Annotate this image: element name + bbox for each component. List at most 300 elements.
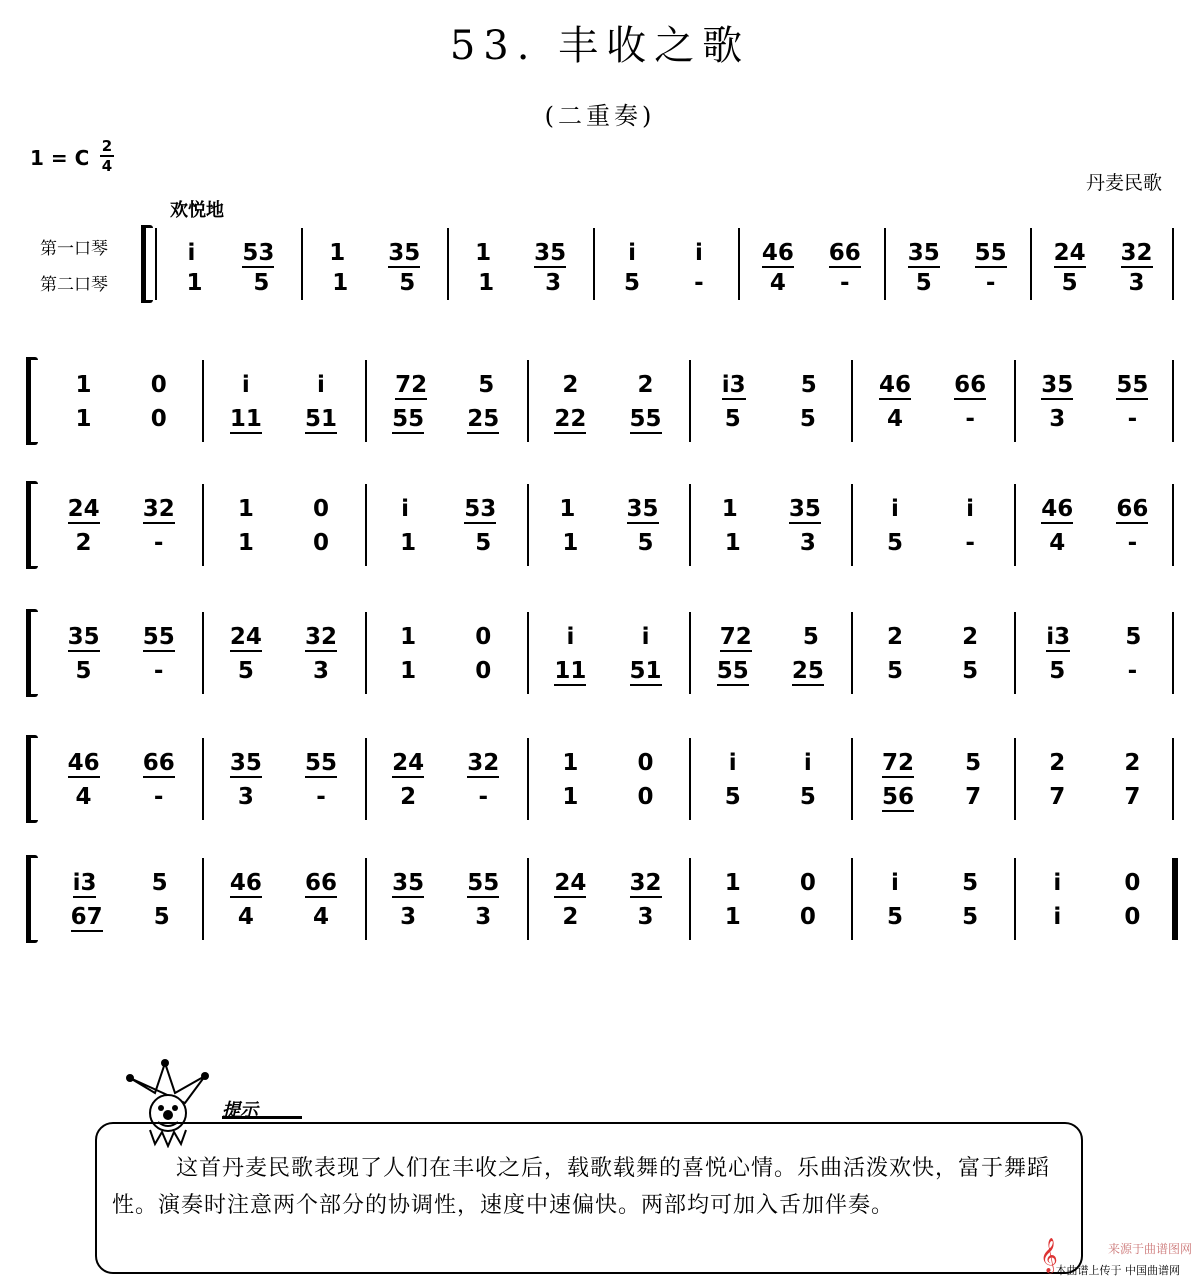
measure-part2: [533, 404, 683, 434]
measure-part1: [371, 494, 521, 524]
note: 4: [237, 904, 254, 930]
note: -: [316, 784, 326, 810]
barline: [1014, 612, 1016, 694]
measure-part1: [46, 494, 196, 524]
barline: [365, 738, 367, 820]
note: 1: [721, 496, 738, 522]
note: 5: [962, 904, 979, 930]
note: 1: [400, 658, 417, 684]
note: 1: [332, 270, 349, 296]
note: 2: [562, 904, 579, 930]
note: 7: [965, 784, 982, 810]
note: 3: [545, 270, 562, 296]
note: 2: [75, 530, 92, 556]
measure-part1: [371, 622, 521, 652]
measure-part1: [1020, 748, 1170, 778]
note: 0: [475, 624, 492, 650]
note: 4: [769, 270, 786, 296]
measure-part2: [208, 404, 358, 434]
measure-part1: [46, 370, 196, 400]
barline: [1172, 360, 1174, 442]
system-brace: [26, 858, 37, 940]
barline: [1172, 228, 1174, 300]
note: -: [1127, 530, 1138, 556]
note: 3: [475, 904, 492, 930]
barline: [1030, 228, 1032, 300]
note: 1: [400, 530, 417, 556]
note: 35: [388, 240, 421, 266]
part-label-2: 第二口琴: [40, 275, 108, 295]
measure-part1: [1020, 622, 1170, 652]
watermark: 来源于曲谱图网: [1107, 1242, 1192, 1256]
note: 5: [478, 372, 495, 398]
note: 25: [467, 406, 500, 432]
note: 5: [237, 658, 254, 684]
note: -: [478, 784, 489, 810]
note: 0: [150, 406, 167, 432]
meter-bottom: 4: [101, 157, 113, 175]
note: 46: [229, 870, 262, 896]
measure-part2: [695, 404, 845, 434]
note: 24: [554, 870, 587, 896]
barline: [301, 228, 303, 300]
note: i: [966, 496, 975, 522]
note: 1: [724, 904, 741, 930]
note: 46: [1041, 496, 1074, 522]
note: 2: [1049, 750, 1066, 776]
note: 4: [1049, 530, 1066, 556]
page-title: 53. 丰收之歌: [449, 23, 751, 69]
system-brace: [26, 612, 37, 694]
note: 3: [237, 784, 254, 810]
barline: [738, 228, 740, 300]
note: 5: [637, 530, 654, 556]
note: 55: [974, 240, 1007, 266]
note: 5: [724, 406, 741, 432]
barline: [1014, 484, 1016, 566]
barline: [851, 738, 853, 820]
measure-part1: [208, 494, 358, 524]
note: 46: [67, 750, 100, 776]
note: 5: [799, 406, 816, 432]
note: 0: [150, 372, 167, 398]
note: i: [566, 624, 575, 650]
note: i: [891, 496, 899, 522]
measure-part2: [46, 404, 196, 434]
note: 0: [1124, 870, 1141, 896]
note: 32: [1120, 240, 1153, 266]
note: 0: [637, 750, 654, 776]
system-brace: [26, 360, 37, 442]
measure-part1: [46, 868, 196, 898]
note: i: [728, 750, 737, 776]
note: 5: [153, 904, 170, 930]
treble-clef-logo-icon: 𝄞: [1040, 1238, 1058, 1273]
barline: [527, 360, 529, 442]
note: 7: [1124, 784, 1141, 810]
measure-part1: [890, 238, 1024, 268]
note: 66: [954, 372, 987, 398]
note: 1: [329, 240, 346, 266]
note: 72: [719, 624, 752, 650]
note: 24: [229, 624, 262, 650]
measure-part2: [890, 268, 1024, 298]
measure-part2: [371, 528, 521, 558]
measure-part1: [46, 622, 196, 652]
tempo-marking: 欢悦地: [170, 200, 224, 221]
note: 66: [142, 750, 175, 776]
barline: [155, 228, 157, 300]
measure-part1: [533, 748, 683, 778]
measure-part2: [46, 656, 196, 686]
barline: [527, 484, 529, 566]
measure-part1: [744, 238, 878, 268]
barline: [1014, 738, 1016, 820]
note: i: [187, 240, 196, 266]
barline: [527, 858, 529, 940]
barline: [1172, 738, 1174, 820]
barline: [365, 360, 367, 442]
barline: [527, 738, 529, 820]
note: -: [153, 658, 164, 684]
measure-part2: [533, 656, 683, 686]
note: 35: [392, 870, 425, 896]
note: 11: [554, 658, 587, 684]
note: -: [965, 406, 975, 432]
measure-part2: [46, 782, 196, 812]
note: 35: [788, 496, 821, 522]
measure-part2: [857, 404, 1007, 434]
barline: [202, 858, 204, 940]
note: 35: [626, 496, 659, 522]
note: i: [317, 372, 325, 398]
note: 5: [962, 870, 979, 896]
measure-part2: [46, 902, 196, 932]
note: -: [153, 530, 164, 556]
barline: [593, 228, 595, 300]
measure-part1: [1020, 868, 1170, 898]
measure-part2: [695, 656, 845, 686]
measure-part2: [453, 268, 587, 298]
measure-part1: [1036, 238, 1170, 268]
note: 5: [75, 658, 92, 684]
measure-part1: [371, 370, 521, 400]
measure-part1: [1020, 494, 1170, 524]
measure-part1: [533, 494, 683, 524]
note: 4: [75, 784, 92, 810]
note: 51: [629, 658, 662, 684]
note: i: [803, 750, 812, 776]
note: 72: [881, 750, 914, 776]
note: 24: [392, 750, 425, 776]
measure-part1: [857, 748, 1007, 778]
note: 1: [237, 530, 254, 556]
measure-part1: [599, 238, 733, 268]
note: 1: [75, 406, 92, 432]
note: 3: [400, 904, 417, 930]
barline: [202, 360, 204, 442]
measure-part1: [695, 370, 845, 400]
note: 4: [886, 406, 903, 432]
note: 55: [1116, 372, 1149, 398]
note: i3: [721, 372, 746, 398]
note: 5: [802, 624, 819, 650]
note: 66: [828, 240, 861, 266]
note: 0: [637, 784, 654, 810]
measure-part1: [695, 868, 845, 898]
key-signature: 1 = C: [30, 146, 90, 170]
measure-part2: [208, 902, 358, 932]
note: i: [891, 870, 899, 896]
measure-part2: [208, 656, 358, 686]
note: i: [1053, 870, 1062, 896]
measure-part2: [695, 528, 845, 558]
note: i: [694, 240, 703, 266]
measure-part1: [208, 748, 358, 778]
measure-part2: [161, 268, 295, 298]
measure-part1: [857, 622, 1007, 652]
barline: [851, 612, 853, 694]
note: 5: [151, 870, 168, 896]
note: 5: [800, 372, 817, 398]
note: 55: [467, 870, 500, 896]
measure-part1: [857, 868, 1007, 898]
note: -: [985, 270, 996, 296]
note: 5: [724, 784, 741, 810]
measure-part1: [533, 622, 683, 652]
note: 66: [1116, 496, 1149, 522]
note: i: [1053, 904, 1062, 930]
note: 24: [1053, 240, 1086, 266]
note: 1: [562, 784, 579, 810]
measure-part2: [857, 902, 1007, 932]
note: 2: [400, 784, 417, 810]
note: 1: [186, 270, 203, 296]
barline: [689, 612, 691, 694]
note: 2: [886, 624, 903, 650]
note: 2: [562, 372, 579, 398]
note: -: [1127, 406, 1138, 432]
note: 5: [886, 904, 903, 930]
note: 1: [562, 530, 579, 556]
tip-underline: [222, 1116, 302, 1119]
watermark-upload-note: 本曲谱上传于 中国曲谱网: [1055, 1264, 1180, 1277]
barline: [202, 612, 204, 694]
note: -: [1127, 658, 1138, 684]
note: 53: [464, 496, 497, 522]
note: i3: [1046, 624, 1071, 650]
measure-part2: [533, 782, 683, 812]
note: 3: [1128, 270, 1145, 296]
note: -: [840, 270, 850, 296]
note: 5: [253, 270, 270, 296]
note: 0: [475, 658, 492, 684]
note: i3: [72, 870, 97, 896]
note: 35: [229, 750, 262, 776]
measure-part2: [371, 404, 521, 434]
note: -: [965, 530, 975, 556]
note: 0: [799, 870, 816, 896]
measure-part2: [1020, 656, 1170, 686]
note: 0: [799, 904, 816, 930]
note: 1: [475, 240, 492, 266]
note: 35: [1041, 372, 1074, 398]
measure-part2: [857, 656, 1007, 686]
note: 1: [75, 372, 92, 398]
note: 0: [1124, 904, 1141, 930]
note: -: [694, 270, 704, 296]
measure-part2: [46, 528, 196, 558]
system-brace: [26, 484, 37, 566]
note: 72: [395, 372, 428, 398]
system-brace: [141, 228, 152, 300]
note: i: [241, 372, 250, 398]
note: i: [628, 240, 636, 266]
note: 1: [478, 270, 495, 296]
note: 55: [392, 406, 425, 432]
note: 5: [399, 270, 416, 296]
barline: [1014, 360, 1016, 442]
measure-part2: [1020, 528, 1170, 558]
measure-part2: [1020, 902, 1170, 932]
measure-part2: [1020, 782, 1170, 812]
note: 1: [724, 530, 741, 556]
barline: [1172, 858, 1178, 940]
system-brace: [26, 738, 37, 820]
measure-part1: [857, 370, 1007, 400]
barline: [689, 360, 691, 442]
measure-part2: [533, 902, 683, 932]
note: 5: [1061, 270, 1078, 296]
barline: [689, 484, 691, 566]
note: 5: [624, 270, 641, 296]
barline: [884, 228, 886, 300]
note: 32: [304, 624, 337, 650]
barline: [851, 484, 853, 566]
note: 0: [312, 530, 329, 556]
measure-part1: [695, 622, 845, 652]
barline: [689, 858, 691, 940]
note: 1: [559, 496, 576, 522]
measure-part1: [161, 238, 295, 268]
note: 1: [400, 624, 417, 650]
note: 56: [881, 784, 914, 810]
measure-part1: [208, 370, 358, 400]
note: 35: [67, 624, 100, 650]
note: 5: [799, 784, 816, 810]
measure-part2: [695, 782, 845, 812]
note: 5: [962, 658, 979, 684]
measure-part2: [857, 528, 1007, 558]
note: 4: [312, 904, 329, 930]
note: 1: [562, 750, 579, 776]
note: 55: [304, 750, 337, 776]
measure-part1: [371, 868, 521, 898]
note: 66: [304, 870, 337, 896]
note: 46: [761, 240, 794, 266]
part-label-1: 第一口琴: [40, 239, 108, 259]
note: 2: [962, 624, 979, 650]
measure-part2: [371, 656, 521, 686]
note: i: [401, 496, 410, 522]
barline: [202, 738, 204, 820]
barline: [447, 228, 449, 300]
note: 5: [965, 750, 982, 776]
measure-part1: [533, 370, 683, 400]
measure-part2: [371, 902, 521, 932]
measure-part2: [307, 268, 441, 298]
measure-part1: [695, 494, 845, 524]
note: 53: [242, 240, 275, 266]
note: 67: [70, 904, 103, 930]
page-subtitle: (二重奏): [544, 102, 656, 130]
note: 35: [534, 240, 567, 266]
barline: [1172, 612, 1174, 694]
note: 24: [67, 496, 100, 522]
note: 35: [907, 240, 940, 266]
note: 51: [304, 406, 337, 432]
note: 5: [1049, 658, 1066, 684]
note: 3: [1049, 406, 1066, 432]
barline: [365, 858, 367, 940]
note: 5: [1125, 624, 1142, 650]
note: 0: [312, 496, 329, 522]
note: 3: [637, 904, 654, 930]
measure-part2: [208, 782, 358, 812]
note: 55: [716, 658, 749, 684]
note: 32: [467, 750, 500, 776]
barline: [1014, 858, 1016, 940]
barline: [851, 360, 853, 442]
note: 5: [475, 530, 492, 556]
measure-part2: [744, 268, 878, 298]
measure-part2: [1036, 268, 1170, 298]
note: 2: [1124, 750, 1141, 776]
note: 22: [554, 406, 587, 432]
note: -: [153, 784, 164, 810]
note: 55: [629, 406, 662, 432]
measure-part2: [695, 902, 845, 932]
measure-part1: [533, 868, 683, 898]
note: 1: [724, 870, 741, 896]
note: 3: [312, 658, 329, 684]
measure-part1: [695, 748, 845, 778]
measure-part2: [533, 528, 683, 558]
measure-part1: [453, 238, 587, 268]
note: 11: [229, 406, 262, 432]
measure-part2: [1020, 404, 1170, 434]
tip-text: 这首丹麦民歌表现了人们在丰收之后，载歌载舞的喜悦心情。乐曲活泼欢快，富于舞蹈性。演奏时注意两个部分的协调性，速度中速偏快。两部均可加入舌加伴奏。: [112, 1156, 1051, 1218]
barline: [365, 612, 367, 694]
note: i: [641, 624, 650, 650]
barline: [365, 484, 367, 566]
note: 3: [799, 530, 816, 556]
note: 5: [886, 658, 903, 684]
measure-part1: [857, 494, 1007, 524]
composer: 丹麦民歌: [1085, 172, 1162, 194]
measure-part1: [208, 622, 358, 652]
note: 5: [886, 530, 903, 556]
barline: [1172, 484, 1174, 566]
barline: [689, 738, 691, 820]
tip-label: 提示: [222, 1100, 258, 1121]
barline: [851, 858, 853, 940]
note: 46: [878, 372, 911, 398]
measure-part1: [208, 868, 358, 898]
barline: [202, 484, 204, 566]
note: 5: [915, 270, 932, 296]
measure-part2: [857, 782, 1007, 812]
